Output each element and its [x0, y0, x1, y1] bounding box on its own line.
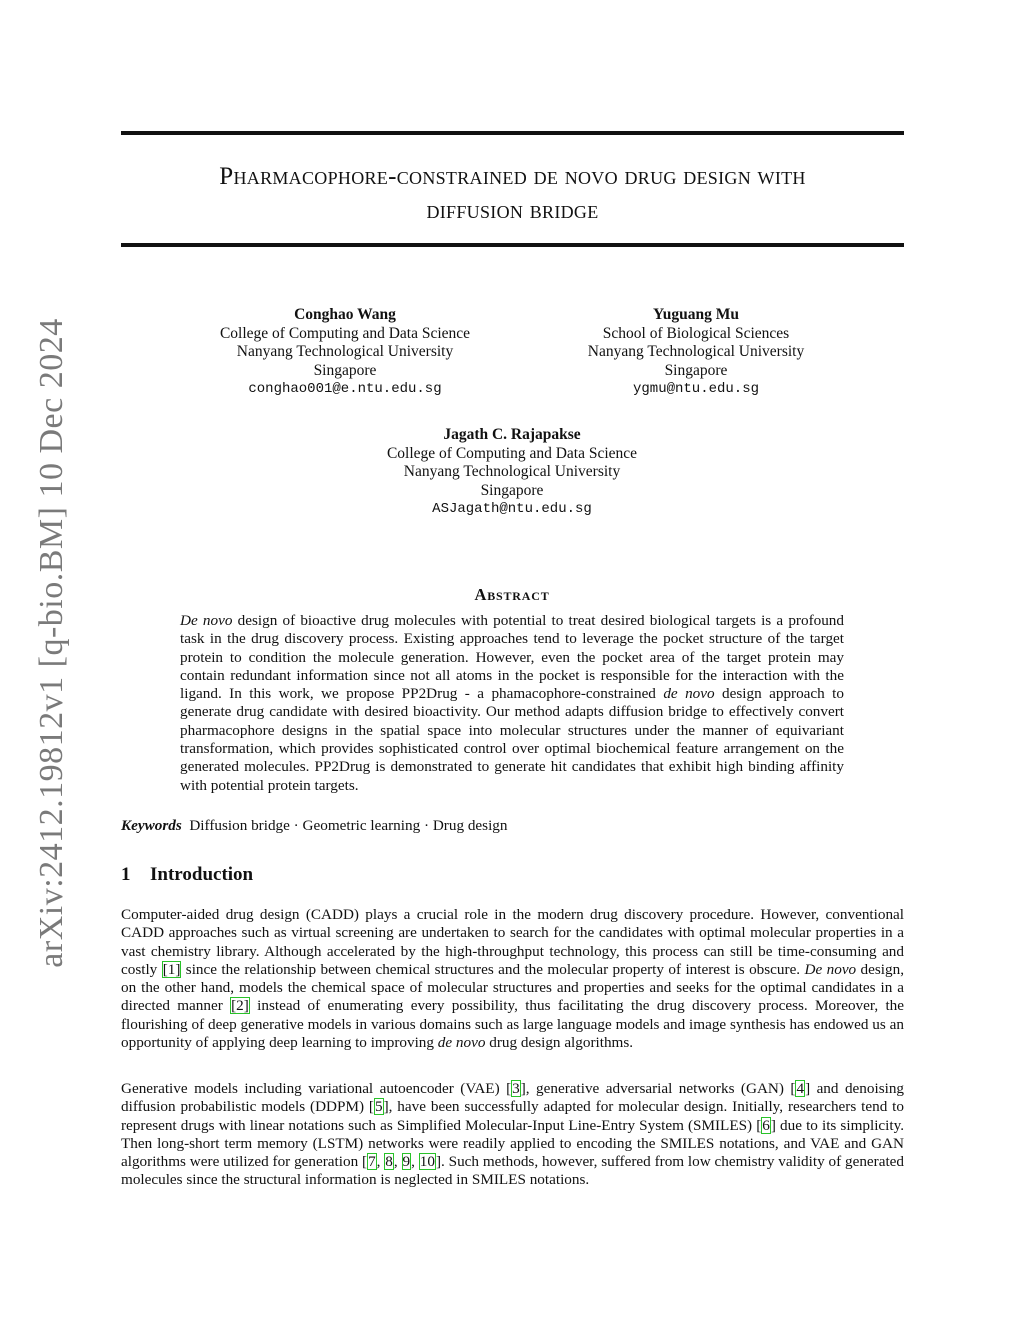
keywords-text: Diffusion bridge · Geometric learning · Drug design — [189, 817, 508, 834]
paragraph-text: Computer-aided drug design (CADD) plays a crucial role in the modern drug discovery procedure. However, conventional CADD approaches such as virtual screening are undertaken to search for the candidates with optimal molecular properties in a vast chemistry library. Although accelerated by the high-throughput technology, this process can still be time-consuming and costly — [121, 906, 904, 978]
author-block — [546, 306, 846, 399]
paragraph-italic: de novo — [437, 1034, 486, 1052]
author-email[interactable]: ygmu@ntu.edu.sg — [632, 381, 760, 397]
citation-link[interactable]: 6 — [762, 1116, 770, 1134]
paragraph-text: ]. Such methods, however, suffered from low chemistry validity of generated molecules since the structural information is neglected in SMILES notations. — [121, 1153, 905, 1189]
citation-link[interactable]: 9 — [402, 1153, 411, 1171]
abstract-italic: De novo — [180, 612, 233, 629]
title-top-rule — [121, 131, 904, 135]
paragraph-text: , — [376, 1153, 385, 1171]
author-org: Nanyang Technological University — [587, 343, 805, 360]
abstract-body — [180, 612, 844, 795]
abstract-text: design of bioactive drug molecules with potential to treat desired biological targets is a profound task in the drug discovery process. Existing approaches tend to leverage the pocket structure of the target protein to condition the molecule generation. However, even the pocket area of the target protein may contain redundant information since not all atoms in the pocket is responsible for the interaction with the ligand. In this work, we propose PP2Drug - a phamacophore-constrained — [180, 612, 844, 703]
author-email[interactable]: conghao001@e.ntu.edu.sg — [248, 381, 442, 397]
section-number: 1 — [121, 864, 131, 885]
paragraph-text: Generative models including variational autoencoder (VAE) [ — [121, 1080, 512, 1097]
author-dept: College of Computing and Data Science — [386, 444, 638, 462]
abstract-text: design approach to generate drug candidate with desired bioactivity. Our method adapts diffusion bridge to effectively convert pharmacophore designs in the spatial space into molecular structures under the manner of equivariant transformation, which provides sophisticated control over optimal biochemical feature arrangement on the generated molecules. PP2Drug is demonstrated to generate hit candidates that exhibit high binding affinity with potential protein targets. — [180, 685, 844, 794]
author-org: Nanyang Technological University — [403, 463, 621, 480]
author-name: Conghao Wang — [294, 306, 396, 323]
paragraph-text: , — [411, 1153, 419, 1171]
title-bottom-rule — [121, 243, 904, 247]
paragraph-italic: De novo — [804, 960, 857, 978]
paragraph-text: ], have been successfully adapted for molecular design. Initially, researchers tend to represent drugs with linear notations such as Simplified Molecular-Input Line-Entry System (SMILES) [ — [121, 1098, 904, 1134]
author-org: Nanyang Technological University — [236, 343, 454, 360]
paragraph-text: ] and denoising diffusion probabilistic models (DDPM) [ — [121, 1080, 905, 1116]
paragraph-text: drug design algorithms. — [485, 1034, 634, 1052]
citation-link[interactable]: 8 — [385, 1153, 393, 1171]
title-initial: P — [219, 163, 234, 190]
paragraph-text: since the relationship between chemical structures and the molecular property of interest is obscure. — [181, 960, 805, 978]
paragraph-text: ] due to its simplicity. Then long-short term memory (LSTM) networks were readily applied to encoding the SMILES notations, and VAE and GAN algorithms were utilized for generation [ — [121, 1116, 904, 1171]
arxiv-watermark: arXiv:2412.19812v1 [q-bio.BM] 10 Dec 2024 — [33, 318, 70, 968]
paragraph-text: ], generative adversarial networks (GAN) [ — [520, 1080, 796, 1097]
author-dept: College of Computing and Data Science — [219, 324, 471, 342]
author-country: Singapore — [664, 361, 728, 379]
citation-link[interactable]: [2] — [231, 997, 249, 1015]
section-title: Introduction — [150, 864, 254, 885]
citation-link[interactable]: 3 — [512, 1080, 520, 1097]
paragraph-text: design, on the other hand, models the chemical space of molecular structures and properties and seeks for the optimal candidates in a directed manner — [121, 960, 905, 1015]
author-email[interactable]: ASJagath@ntu.edu.sg — [432, 501, 592, 517]
section-heading — [121, 864, 253, 886]
citation-link[interactable]: 4 — [796, 1080, 805, 1097]
citation-link[interactable]: 7 — [368, 1153, 376, 1171]
author-name: Jagath C. Rajapakse — [443, 426, 581, 443]
citation-link[interactable]: 5 — [374, 1098, 383, 1116]
keywords-label: Keywords — [121, 817, 182, 834]
paragraph-text: , — [393, 1153, 402, 1171]
author-block — [347, 426, 677, 519]
author-country: Singapore — [480, 481, 544, 499]
paper-title — [121, 160, 904, 228]
intro-paragraph-1 — [121, 906, 904, 1052]
intro-paragraph-2 — [121, 1080, 904, 1190]
author-country: Singapore — [313, 361, 377, 379]
author-name: Yuguang Mu — [652, 306, 739, 323]
abstract-italic: de novo — [663, 685, 715, 703]
paragraph-text: instead of enumerating every possibility, thus facilitating the drug discovery process. Moreover, the flourishing of deep generative models in various domains such as large language models and image synthesis has endowed us an opportunity of applying deep learning to improving — [121, 997, 904, 1052]
title-line2: diffusion bridge — [426, 197, 599, 224]
abstract-heading: Abstract — [474, 585, 550, 604]
keywords — [121, 817, 508, 835]
citation-link[interactable]: 10 — [419, 1153, 435, 1171]
citation-link[interactable]: [1] — [162, 960, 181, 978]
author-dept: School of Biological Sciences — [602, 324, 790, 342]
title-line1: harmacophore-constrained de novo drug design with — [233, 163, 806, 190]
author-block — [180, 306, 510, 399]
